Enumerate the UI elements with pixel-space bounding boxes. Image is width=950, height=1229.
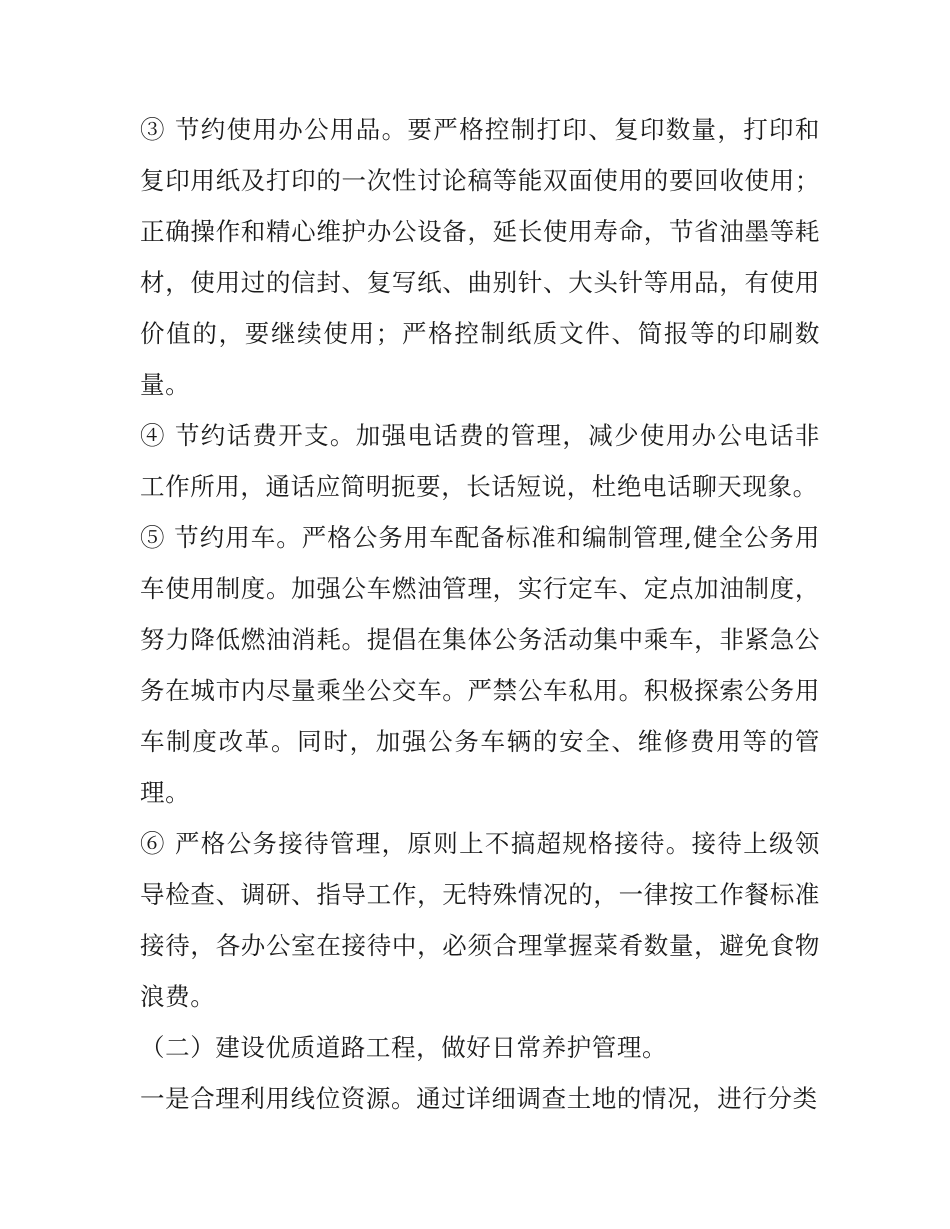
paragraph-office-supplies: ③ 节约使用办公用品。要严格控制打印、复印数量，打印和复印用纸及打印的一次性讨论稿等能双面使用的要回收使用；正确操作和精心维护办公设备，延长使用寿命，节省油墨等耗材，使用过的信封、复写纸、曲别针、大头针等用品，有使用价值的，要继续使用；严格控制纸质文件、简报等的印刷数量。: [140, 115, 820, 399]
paragraph-route-resources: 一是合理利用线位资源。通过详细调查土地的情况，进行分类: [140, 1084, 818, 1113]
document-page: [140, 104, 820, 1124]
paragraph-vehicle-use: ⑤ 节约用车。严格公务用车配备标准和编制管理,健全公务用车使用制度。加强公车燃油管理，实行定车、定点加油制度，努力降低燃油消耗。提倡在集体公务活动集中乘车，非紧急公务在城市内尽量乘坐公交车。严禁公车私用。积极探索公务用车制度改革。同时，加强公务车辆的安全、维修费用等的管理。: [140, 523, 820, 807]
paragraph-reception-management: ⑥ 严格公务接待管理，原则上不搞超规格接待。接待上级领导检查、调研、指导工作，无特殊情况的，一律按工作餐标准接待，各办公室在接待中，必须合理掌握菜肴数量，避免食物浪费。: [140, 829, 820, 1011]
section-heading-road-engineering: （二）建设优质道路工程，做好日常养护管理。: [140, 1033, 668, 1062]
paragraph-phone-expenses: ④ 节约话费开支。加强电话费的管理，减少使用办公电话非工作所用，通话应简明扼要，长话短说，杜绝电话聊天现象。: [140, 421, 820, 501]
